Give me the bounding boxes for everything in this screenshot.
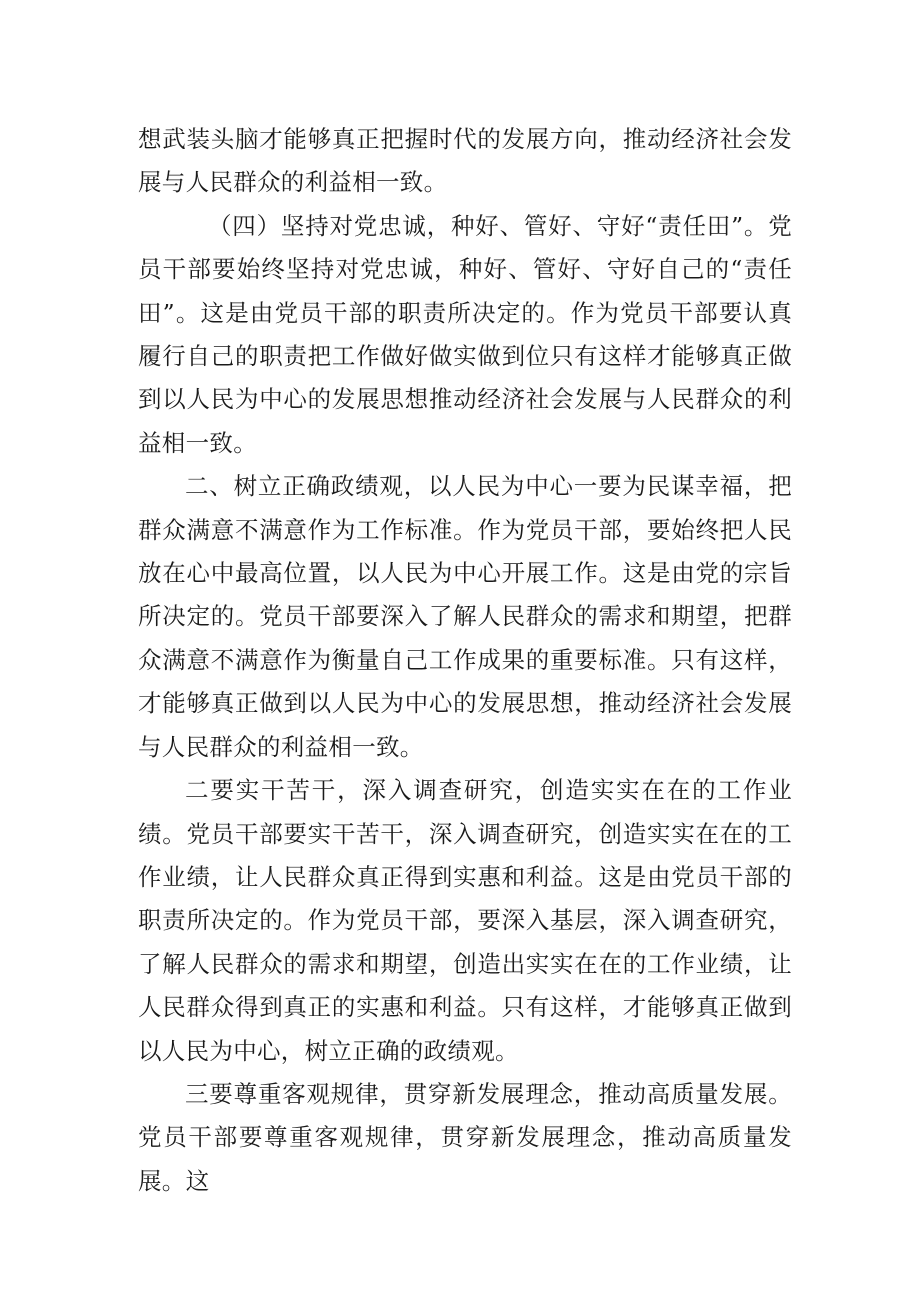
- paragraph-section-four: （四）坚持对党忠诚，种好、管好、守好“责任田”。党员干部要始终坚持对党忠诚，种好、管好、守好自己的“责任田”。这是由党员干部的职责所决定的。作为党员干部要认真履行自己的职责把工作做好做实做到位只有这样才能够真正做到以人民为中心的发展思想推动经济社会发展与人民群众的利益相一致。: [138, 211, 792, 457]
- paragraph-section-two-point-one: 二、树立正确政绩观，以人民为中心一要为民谋幸福，把群众满意不满意作为工作标准。作为党员干部，要始终把人民放在心中最高位置，以人民为中心开展工作。这是由党的宗旨所决定的。党员干部要深入了解人民群众的需求和期望，把群众满意不满意作为衡量自己工作成果的重要标准。只有这样，才能够真正做到以人民为中心的发展思想，推动经济社会发展与人民群众的利益相一致。: [138, 472, 792, 761]
- paragraph-continuation: 想武装头脑才能够真正把握时代的发展方向，推动经济社会发展与人民群众的利益相一致。: [138, 125, 792, 197]
- paragraph-section-two-point-three: 三要尊重客观规律，贯穿新发展理念，推动高质量发展。党员干部要尊重客观规律，贯穿新发展理念，推动高质量发展。这: [138, 1079, 792, 1195]
- paragraph-section-two-point-two: 二要实干苦干，深入调查研究，创造实实在在的工作业绩。党员干部要实干苦干，深入调查研究，创造实实在在的工作业绩，让人民群众真正得到实惠和利益。这是由党员干部的职责所决定的。作为党员干部，要深入基层，深入调查研究，了解人民群众的需求和期望，创造出实实在在的工作业绩，让人民群众得到真正的实惠和利益。只有这样，才能够真正做到以人民为中心，树立正确的政绩观。: [138, 776, 792, 1065]
- document-body: [138, 118, 792, 1203]
